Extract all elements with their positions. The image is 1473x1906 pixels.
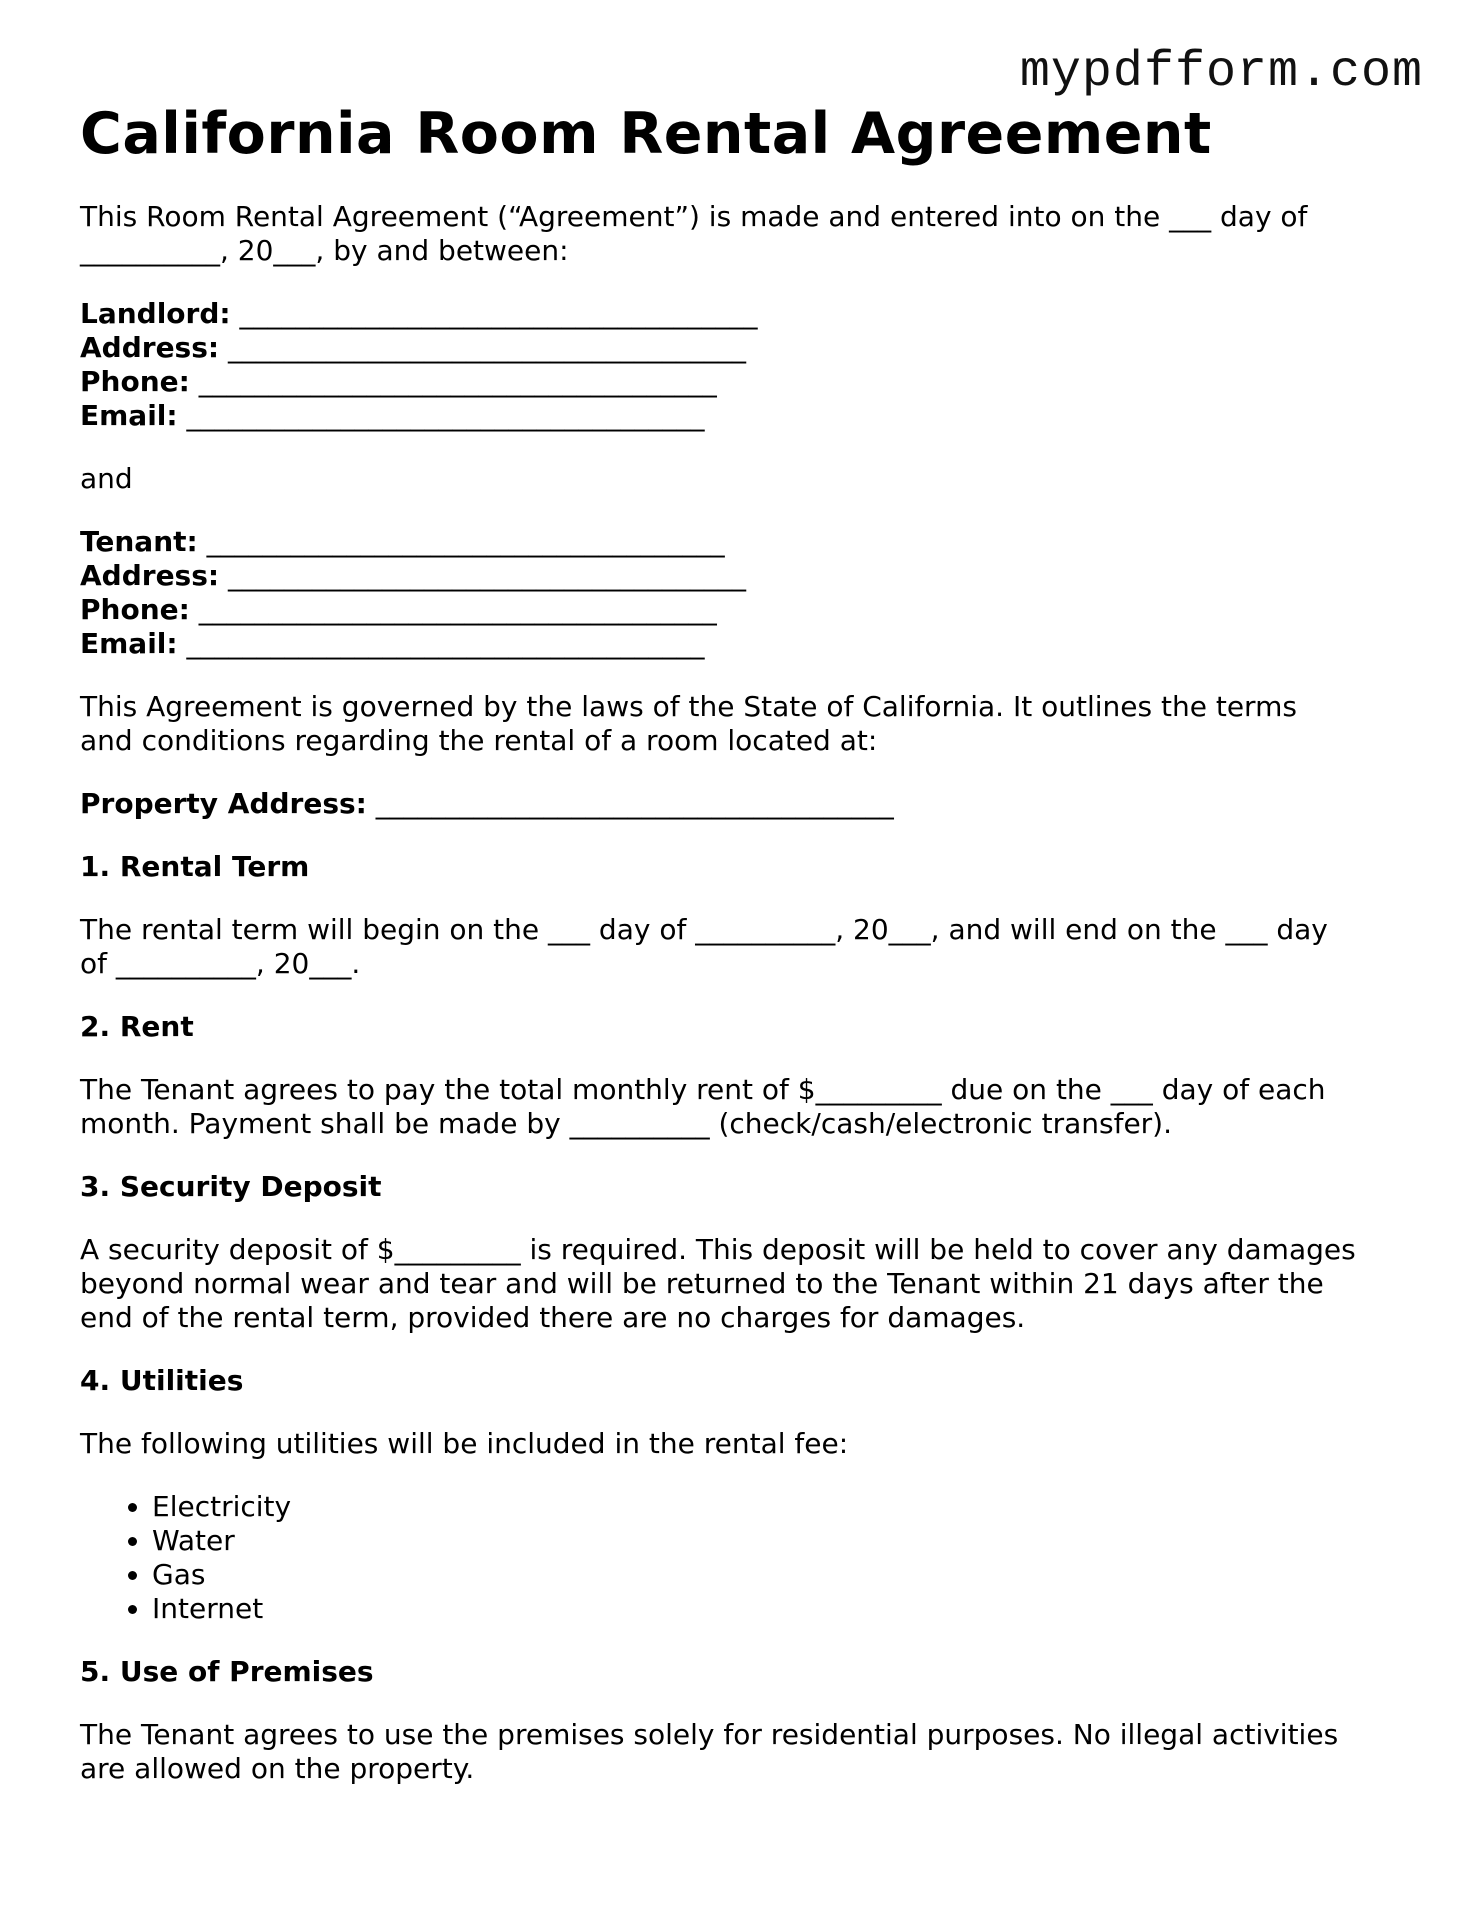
- premises-line-2: are allowed on the property.: [80, 1752, 475, 1786]
- landlord-name-blank[interactable]: _____________________________________: [230, 297, 758, 331]
- rental-term-heading: 1. Rental Term: [80, 850, 310, 884]
- intro-paragraph: [80, 200, 1400, 268]
- tenant-email-blank[interactable]: _____________________________________: [177, 627, 705, 661]
- landlord-name-label: Landlord:: [80, 297, 231, 331]
- list-item: • Gas: [152, 1558, 1400, 1592]
- rental-term-paragraph: [80, 913, 1400, 981]
- property-address-label: Property Address:: [80, 787, 367, 821]
- governing-line-2: and conditions regarding the rental of a room located at:: [80, 724, 878, 758]
- deposit-line-3: end of the rental term, provided there are no charges for damages.: [80, 1301, 1026, 1335]
- rent-paragraph: [80, 1073, 1400, 1141]
- rent-line-2: month. Payment shall be made by __________ (check/cash/electronic transfer).: [80, 1107, 1172, 1141]
- landlord-address-label: Address:: [80, 331, 220, 365]
- tenant-phone-field[interactable]: [80, 593, 1400, 627]
- deposit-line-2: beyond normal wear and tear and will be returned to the Tenant within 21 days after the: [80, 1267, 1324, 1301]
- tenant-address-label: Address:: [80, 559, 220, 593]
- governing-line-1: This Agreement is governed by the laws of the State of California. It outlines the terms: [80, 690, 1297, 724]
- deposit-line-1: A security deposit of $_________ is required. This deposit will be held to cover any damages: [80, 1233, 1356, 1267]
- landlord-phone-field[interactable]: [80, 365, 1400, 399]
- tenant-phone-blank[interactable]: _____________________________________: [189, 593, 717, 627]
- governing-paragraph: [80, 690, 1400, 758]
- rental-term-line-1: The rental term will begin on the ___ day of __________, 20___, and will end on the ___ day: [80, 913, 1328, 947]
- premises-line-1: The Tenant agrees to use the premises solely for residential purposes. No illegal activities: [80, 1718, 1339, 1752]
- landlord-address-blank[interactable]: _____________________________________: [219, 331, 746, 365]
- landlord-phone-blank[interactable]: _____________________________________: [189, 365, 717, 399]
- property-address-blank[interactable]: _____________________________________: [366, 787, 894, 821]
- property-address-field[interactable]: [80, 787, 1400, 821]
- utilities-heading: 4. Utilities: [80, 1364, 244, 1398]
- landlord-email-label: Email:: [80, 399, 178, 433]
- tenant-name-blank[interactable]: _____________________________________: [197, 525, 725, 559]
- tenant-address-blank[interactable]: _____________________________________: [219, 559, 746, 593]
- watermark: mypdfform.com: [1019, 44, 1423, 101]
- landlord-email-field[interactable]: [80, 399, 1400, 433]
- landlord-phone-label: Phone:: [80, 365, 190, 399]
- utilities-intro: The following utilities will be included in the rental fee:: [80, 1427, 849, 1461]
- list-item: • Internet: [152, 1592, 1400, 1626]
- and-text: and: [80, 462, 133, 496]
- document-title: California Room Rental Agreement: [80, 101, 1212, 167]
- premises-paragraph: [80, 1718, 1400, 1786]
- tenant-address-field[interactable]: [80, 559, 1400, 593]
- deposit-heading: 3. Security Deposit: [80, 1170, 382, 1204]
- utilities-list: [80, 1490, 1400, 1626]
- rent-line-1: The Tenant agrees to pay the total monthly rent of $_________ due on the ___ day of each: [80, 1073, 1326, 1107]
- landlord-block: [80, 297, 1400, 433]
- rental-term-line-2: of __________, 20___.: [80, 947, 361, 981]
- list-item: • Water: [152, 1524, 1400, 1558]
- intro-line-2: __________, 20___, by and between:: [80, 234, 569, 268]
- landlord-name-field[interactable]: [80, 297, 1400, 331]
- deposit-paragraph: [80, 1233, 1400, 1335]
- rent-heading: 2. Rent: [80, 1010, 194, 1044]
- tenant-block: [80, 525, 1400, 661]
- intro-line-1: This Room Rental Agreement (“Agreement”) is made and entered into on the ___ day of: [80, 200, 1308, 234]
- premises-heading: 5. Use of Premises: [80, 1655, 374, 1689]
- tenant-name-label: Tenant:: [80, 525, 198, 559]
- list-item: • Electricity: [152, 1490, 1400, 1524]
- tenant-email-field[interactable]: [80, 627, 1400, 661]
- tenant-name-field[interactable]: [80, 525, 1400, 559]
- tenant-phone-label: Phone:: [80, 593, 190, 627]
- tenant-email-label: Email:: [80, 627, 178, 661]
- landlord-email-blank[interactable]: _____________________________________: [177, 399, 705, 433]
- landlord-address-field[interactable]: [80, 331, 1400, 365]
- document-page: [80, 100, 1400, 1786]
